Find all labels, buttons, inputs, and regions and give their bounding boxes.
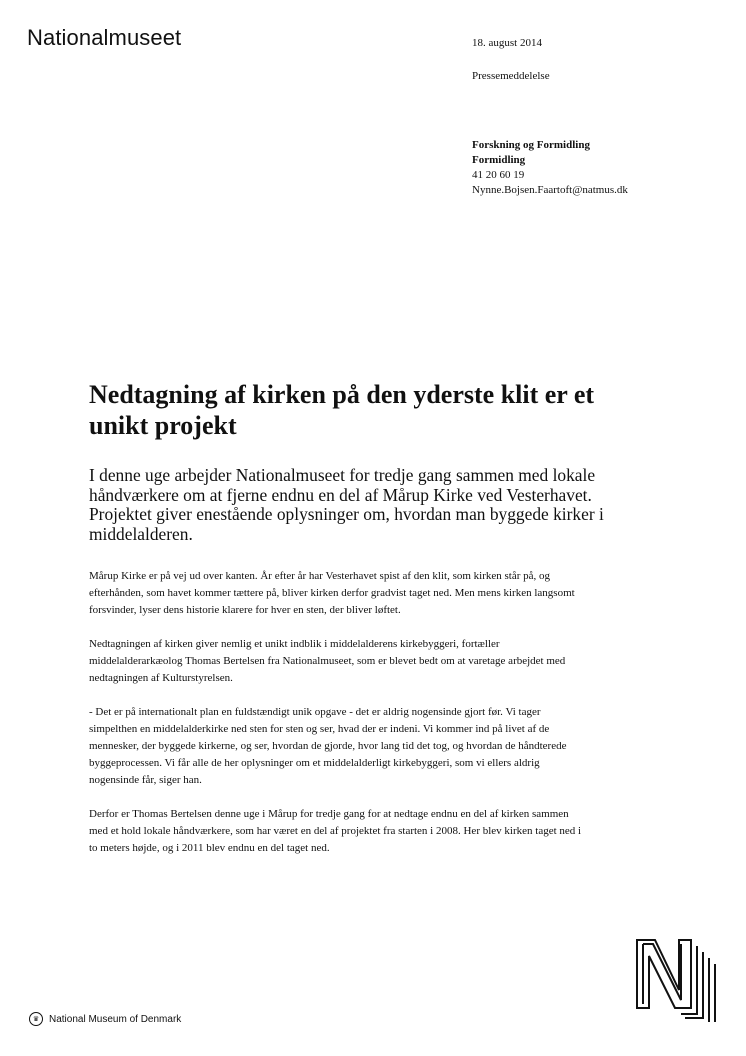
- footer-org: [29, 1012, 181, 1026]
- crown-icon: ♛: [29, 1012, 43, 1026]
- contact-email: Nynne.Bojsen.Faartoft@natmus.dk: [472, 184, 628, 196]
- body-paragraph: Mårup Kirke er på vej ud over kanten. År efter år har Vesterhavet spist af den klit, som kirken står på, og efterhånden, som havet kommer tættere på, bliver kirken derfor gradvist taget ned. Men mens kirken langsomt forsvinder, lyser dens historie klarere for hver en sten, der bliver løftet.: [89, 570, 575, 616]
- body-paragraph: Nedtagningen af kirken giver nemlig et unikt indblik i middelalderens kirkebyggeri, fortæller middelalderarkæolog Thomas Bertelsen fra Nationalmuseet, som er blevet bedt om at varetage arbejdet med nedtagningen af Kulturstyrelsen.: [89, 638, 566, 684]
- contact-phone: 41 20 60 19: [472, 169, 525, 181]
- body-paragraph: Derfor er Thomas Bertelsen denne uge i Mårup for tredje gang for at nedtage endnu en del af kirken sammen med et hold lokale håndværkere, som har været en del af projektet fra starten i 2008. Her blev kirken taget ned i to meters højde, og i 2011 blev endnu en del taget ned.: [89, 808, 582, 854]
- article-body: [89, 568, 589, 874]
- article-title: Nedtagning af kirken på den yderste klit er et unikt projekt: [89, 380, 595, 440]
- body-paragraph: - Det er på internationalt plan en fuldstændigt unik opgave - det er aldrig nogensinde gjort før. Vi tager simpelthen en middelalderkirke ned sten for sten og ser, hvad der er indeni. Vi kommer ind på livet af de mennesker, der byggede kirkerne, og ser, hvordan de gjorde, hvor lang tid det tog, og hvordan de håndterede byggeprocessen. Vi får alle de her oplysninger om et middelalderligt kirkebyggeri, som vi ellers aldrig nogensinde får, siger han.: [89, 706, 567, 786]
- document-meta: [472, 36, 732, 84]
- contact-sub-department: Formidling: [472, 154, 526, 166]
- document-type: Pressemeddelelse: [472, 70, 550, 82]
- contact-department: Forskning og Formidling: [472, 139, 590, 151]
- publish-date: 18. august 2014: [472, 37, 542, 49]
- article-lead: I denne uge arbejder Nationalmuseet for tredje gang sammen med lokale håndværkere om at fjerne endnu en del af Mårup Kirke ved Vesterhavet. Projektet giver enestående oplysninger om, hvordan man byggede kirker i middelalderen.: [89, 465, 604, 544]
- nationalmuseet-n-logo: [635, 938, 719, 1022]
- contact-block: [472, 138, 732, 198]
- footer-org-name: National Museum of Denmark: [49, 1013, 182, 1025]
- brand-logo: Nationalmuseet: [27, 25, 182, 50]
